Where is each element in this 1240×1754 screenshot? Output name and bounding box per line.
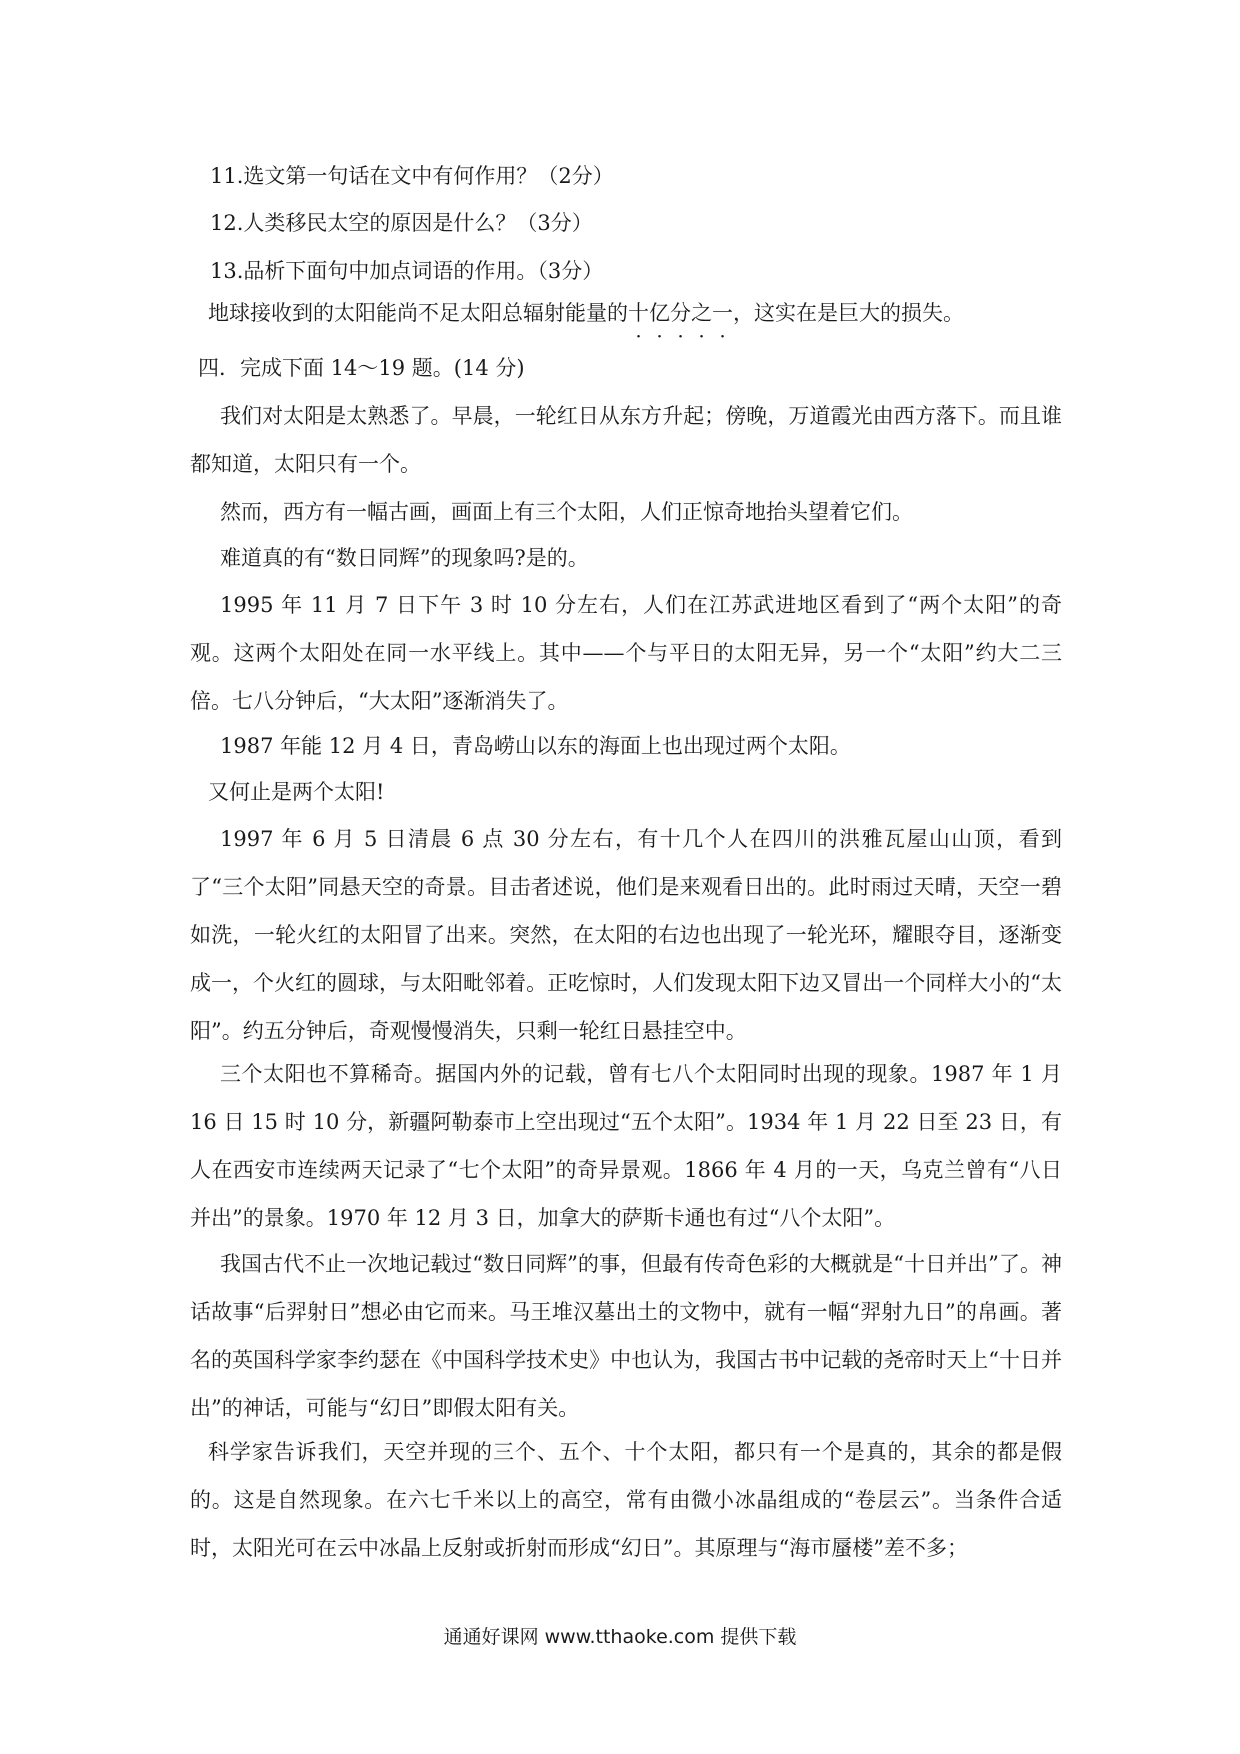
question-13-sentence <box>208 298 1078 328</box>
section-4-heading: 四．完成下面 14～19 题。(14 分) <box>198 356 525 380</box>
question-13: 13.品析下面句中加点词语的作用。（3分） <box>210 259 604 283</box>
dotted-character: 十 <box>628 301 649 325</box>
passage-paragraph-9: 我国古代不止一次地记载过“数日同辉”的事，但最有传奇色彩的大概就是“十日并出”了。神话故事“后羿射日”想必由它而来。马王堆汉墓出土的文物中，就有一幅“羿射九日”的帛画。著名的英国科学家李约瑟在《中国科学技术史》中也认为，我国古书中记载的尧帝时天上“十日并出”的神话，可能与“幻日”即假太阳有关。 <box>190 1252 1062 1420</box>
sentence-text-before: 地球接收到的太阳能尚不足太阳总辐射能量的 <box>208 301 628 325</box>
question-11: 11.选文第一句话在文中有何作用？（2分） <box>210 164 614 188</box>
passage-paragraph-2: 然而，西方有一幅古画，画面上有三个太阳，人们正惊奇地抬头望着它们。 <box>220 500 913 524</box>
passage-paragraph-1: 我们对太阳是太熟悉了。早晨，一轮红日从东方升起；傍晚，万道霞光由西方落下。而且谁都知道，太阳只有一个。 <box>190 404 1062 476</box>
passage-paragraph-8: 三个太阳也不算稀奇。据国内外的记载，曾有七八个太阳同时出现的现象。1987 年 1 月 16 日 15 时 10 分，新疆阿勒泰市上空出现过“五个太阳”。1934 年 1 月 22 日至 23 日，有人在西安市连续两天记录了“七个太阳”的奇异景观。1866 年 4 月的一天，乌克兰曾有“八日并出”的景象。1970 年 12 月 3 日，加拿大的萨斯卡通也有过“八个太阳”。 <box>190 1062 1062 1230</box>
passage-paragraph-5: 1987 年能 12 月 4 日，青岛崂山以东的海面上也出现过两个太阳。 <box>220 734 851 758</box>
passage-paragraph-10: 科学家告诉我们，天空并现的三个、五个、十个太阳，都只有一个是真的，其余的都是假的。这是自然现象。在六七千米以上的高空，常有由微小冰晶组成的“卷层云”。当条件合适时，太阳光可在云中冰晶上反射或折射而形成“幻日”。其原理与“海市蜃楼”差不多； <box>190 1440 1062 1560</box>
passage-paragraph-3: 难道真的有“数日同辉”的现象吗?是的。 <box>220 546 589 570</box>
dotted-emphasis-word <box>628 301 733 325</box>
passage-paragraph-7: 1997 年 6 月 5 日清晨 6 点 30 分左右，有十几个人在四川的洪雅瓦屋山山顶，看到了“三个太阳”同悬天空的奇景。目击者述说，他们是来观看日出的。此时雨过天晴，天空一碧如洗，一轮火红的太阳冒了出来。突然，在太阳的右边也出现了一轮光环，耀眼夺目，逐渐变成一，个火红的圆球，与太阳毗邻着。正吃惊时，人们发现太阳下边又冒出一个同样大小的“太阳”。约五分钟后，奇观慢慢消失，只剩一轮红日悬挂空中。 <box>190 827 1062 1043</box>
dotted-character: 之 <box>691 301 712 325</box>
passage-paragraph-6: 又何止是两个太阳! <box>208 780 385 804</box>
page-footer: 通通好课网 www.tthaoke.com 提供下载 <box>443 1626 797 1648</box>
passage-paragraph-4: 1995 年 11 月 7 日下午 3 时 10 分左右，人们在江苏武进地区看到了“两个太阳”的奇观。这两个太阳处在同一水平线上。其中——个与平日的太阳无异，另一个“太阳”约大二三倍。七八分钟后，“大太阳”逐渐消失了。 <box>190 593 1062 713</box>
dotted-character: 一 <box>712 301 733 325</box>
sentence-text-after: ，这实在是巨大的损失。 <box>733 301 964 325</box>
dotted-character: 分 <box>670 301 691 325</box>
dotted-character: 亿 <box>649 301 670 325</box>
question-12: 12.人类移民太空的原因是什么？（3分） <box>210 211 593 235</box>
